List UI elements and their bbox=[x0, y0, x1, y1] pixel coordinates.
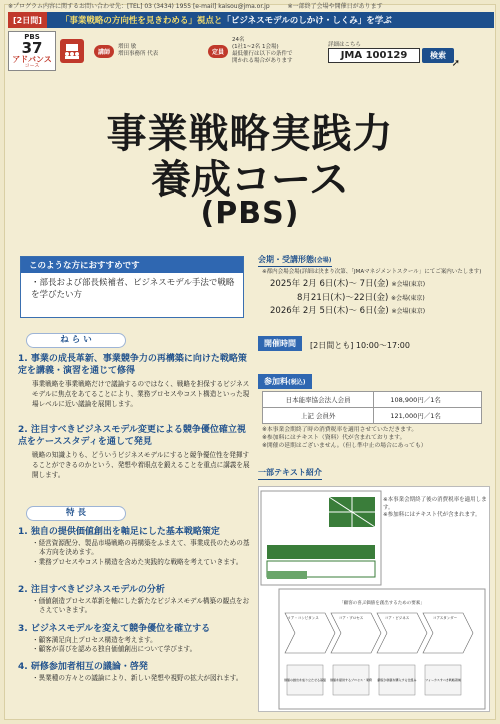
text-sample-box bbox=[258, 486, 490, 712]
feature-bullet: ・顧客が喜びを認める独自価値創出について学びます。 bbox=[32, 645, 197, 654]
fee-note: ※開催の延期はございません。（但し準中止の場合にあっても） bbox=[262, 443, 427, 450]
schedule-header bbox=[258, 254, 332, 267]
schedule-list bbox=[270, 278, 425, 319]
diagram-box-text: 価値を提供するプロセス・業務 bbox=[329, 678, 373, 682]
fee-notes bbox=[262, 426, 427, 450]
nerai-item-title: 1. 事業の成長革新、事業競争力の再構築に向けた戦略策定を講義・演習を通じて修得 bbox=[18, 354, 247, 376]
fee-header-sub: (税込) bbox=[288, 379, 306, 386]
title-line-1: 事業戦略実践力 bbox=[106, 111, 394, 157]
feature-item-4 bbox=[18, 662, 252, 683]
diagram-label: コアスタンダー bbox=[432, 616, 458, 620]
schedule-venue: ※会場(東京) bbox=[391, 281, 426, 288]
title-line-3: (PBS) bbox=[200, 196, 300, 231]
duration-tag: [2日間] bbox=[8, 12, 47, 28]
text-intro-notes bbox=[383, 497, 489, 520]
time-header: 開催時間 bbox=[258, 336, 302, 351]
diagram-label: コア・コンピタンス bbox=[287, 616, 319, 620]
schedule-date: 8月21日(木)～22日(金) bbox=[297, 292, 389, 303]
theme-band bbox=[8, 12, 494, 28]
schedule-row bbox=[270, 292, 425, 306]
course-label: コース bbox=[24, 63, 40, 69]
schedule-note: ※一部終了会場や開催日があります bbox=[287, 3, 383, 10]
fee-row bbox=[263, 392, 482, 408]
feature-bullets bbox=[18, 674, 252, 684]
contact-email: [e-mail] kaisou@jma.or.jp bbox=[192, 3, 270, 10]
diagram-label: コア・プロセス bbox=[338, 616, 364, 620]
fee-price: 121,000円／1名 bbox=[374, 408, 482, 424]
feature-item-2 bbox=[18, 585, 252, 616]
course-number-box bbox=[8, 31, 56, 71]
time-value: [2日間とも] 10:00～17:00 bbox=[310, 341, 410, 350]
pbs-label: PBS bbox=[24, 33, 40, 41]
nerai-item-1 bbox=[18, 354, 252, 410]
text-intro-note: ※本事業会期終了後の消費税率を適用します。 bbox=[383, 497, 487, 511]
diagram-box-text: 価値の創出を成り立たせる基盤 bbox=[283, 678, 327, 682]
course-number: 37 bbox=[21, 39, 43, 57]
feature-item-title: 1. 独自の提供価値創出を軸足にした基本戦略策定 bbox=[18, 527, 220, 537]
feature-bullet: ・価値創造プロセス革新を軸にした新たなビジネスモデル構築の観点をおさえていきます。 bbox=[32, 596, 250, 615]
feature-bullets bbox=[18, 636, 252, 655]
capacity-text: 24名 (1社1~2名 1会場) 最低催行は以下の条件で 開かれる場合があります bbox=[232, 36, 293, 65]
theme-a: 「事業戦略の方向性を見きわめる」視点と bbox=[60, 16, 223, 26]
schedule-row bbox=[270, 305, 425, 319]
feature-bullet: ・業務プロセスやコスト構造を含めた実践的な戦略を考えていきます。 bbox=[32, 557, 243, 566]
fee-header-text: 参加料 bbox=[264, 377, 288, 386]
text-intro-header: 一部テキスト紹介 bbox=[258, 467, 322, 480]
schedule-header-sub: (会場) bbox=[314, 257, 332, 264]
search-box bbox=[328, 40, 461, 69]
schedule-date: 2025年 2月 6日(木)～ 7日(金) bbox=[270, 279, 389, 289]
recommend-body: ・部長および部長候補者、ビジネスモデル手法で戦略を学びたい方 bbox=[31, 278, 235, 301]
feature-bullets bbox=[18, 539, 252, 568]
search-button[interactable] bbox=[422, 48, 461, 69]
fee-header bbox=[258, 374, 312, 389]
theme-b: 「ビジネスモデルのしかけ・しくみ」を学ぶ bbox=[222, 16, 392, 26]
nerai-item-body: 事業戦略を事業戦略だけで議論するのではなく、戦略を担保するビジネスモデルに焦点をあてることにより、業務プロセスやコスト構造といった現場レベルに近い議論を展開します。 bbox=[32, 380, 250, 409]
feature-item-3 bbox=[18, 624, 252, 655]
instructor-text: 増田 敏 増田事務所 代表 bbox=[118, 43, 159, 57]
schedule-venue: ※会場(東京) bbox=[391, 308, 426, 316]
recommend-header: このような方におすすめです bbox=[21, 257, 243, 273]
feature-item-title: 2. 注目すべきビジネスモデルの分析 bbox=[18, 585, 165, 595]
capacity-pill: 定員 bbox=[208, 45, 228, 58]
feature-item-1 bbox=[18, 527, 252, 567]
code-label: 詳細はこちら bbox=[328, 41, 362, 48]
fee-price: 108,900円／1名 bbox=[374, 392, 482, 408]
recommend-text: 部長および部長候補者、ビジネスモデル手法で戦略を学びたい方 bbox=[31, 278, 235, 301]
instructor-pill: 講師 bbox=[94, 45, 114, 58]
course-info-row bbox=[8, 31, 494, 71]
diagram-label: コア・ビジネス bbox=[384, 616, 410, 620]
diagram-title: 「顧客の喜ぶ価値を創出するための要素」 bbox=[339, 601, 425, 606]
title-line-2: 養成コース bbox=[151, 157, 349, 203]
features-header: 特 長 bbox=[26, 506, 126, 521]
fee-table bbox=[262, 391, 482, 424]
text-sample-diagram bbox=[259, 487, 491, 713]
fee-row bbox=[263, 408, 482, 424]
green-row bbox=[267, 545, 375, 559]
schedule-row bbox=[270, 278, 425, 292]
course-code-field[interactable]: JMA 100129 bbox=[328, 48, 420, 63]
fee-label: 日本能率協会法人会員 bbox=[263, 392, 374, 408]
diagram-box-text: フォーカスすべき戦略領域 bbox=[425, 678, 461, 682]
feature-item-title: 3. ビジネスモデルを変えて競争優位を確立する bbox=[18, 624, 211, 634]
fee-label: 上記 会員外 bbox=[263, 408, 374, 424]
top-note bbox=[8, 1, 383, 10]
advance-label: アドバンス bbox=[12, 55, 52, 64]
nerai-item-body: 戦略の知識よりも、どういうビジネスモデルにすると競争優位性を発揮することができるのかという、発想や着眼点を鍛えることを重点に講義を展開します。 bbox=[32, 451, 250, 480]
text-intro-note: ※参加料にはテキスト代が含まれます。 bbox=[383, 512, 481, 519]
contact-note: ※プログラム内容に関するお問い合わせ先：[TEL] 03 (3434) 1955 bbox=[8, 3, 192, 10]
theme-text bbox=[47, 14, 392, 26]
schedule-venue-note: ※都内会場会場(詳細は決まり次第、「JMAマネジメントスクール」にてご案内いたします) bbox=[262, 269, 482, 275]
feature-item-title: 4. 研修参加者相互の議論・啓発 bbox=[18, 662, 148, 672]
nerai-header: ね ら い bbox=[26, 333, 126, 348]
search-label: 検索 bbox=[430, 50, 447, 60]
feature-bullet: ・経営資源配分、製品市場戦略の再構築をふまえて、事業成長のための基本方向を決めます。 bbox=[32, 538, 250, 557]
schedule-venue: ※会場(東京) bbox=[391, 294, 425, 302]
schedule-date: 2026年 2月 5日(木)～ 6日(金) bbox=[270, 306, 389, 317]
feature-bullets bbox=[18, 597, 252, 616]
schedule-header-text: 会期・受講形態 bbox=[258, 255, 314, 264]
fee-note: ※参加料にはテキスト（資料）代が含まれております。 bbox=[262, 435, 406, 442]
feature-bullet: ・顧客満足向上プロセス構造を考えます。 bbox=[32, 635, 157, 644]
fee-note: ※本事業会期終了時の消費税率を適用させていただきます。 bbox=[262, 427, 418, 433]
seminar-icon bbox=[60, 39, 84, 63]
nerai-item-2 bbox=[18, 425, 252, 481]
diagram-box-text: 顧客が価値を購入する仕組み bbox=[377, 678, 417, 682]
nerai-item-title: 2. 注目すべきビジネスモデル変更による競争優位確立視点をケーススタディを通して発見 bbox=[18, 425, 246, 447]
feature-bullet: ・異業種の方々との議論により、新しい発想や視野の拡大が図れます。 bbox=[32, 673, 243, 682]
recommend-box bbox=[20, 256, 244, 318]
cursor-icon: ➚ bbox=[451, 57, 461, 69]
